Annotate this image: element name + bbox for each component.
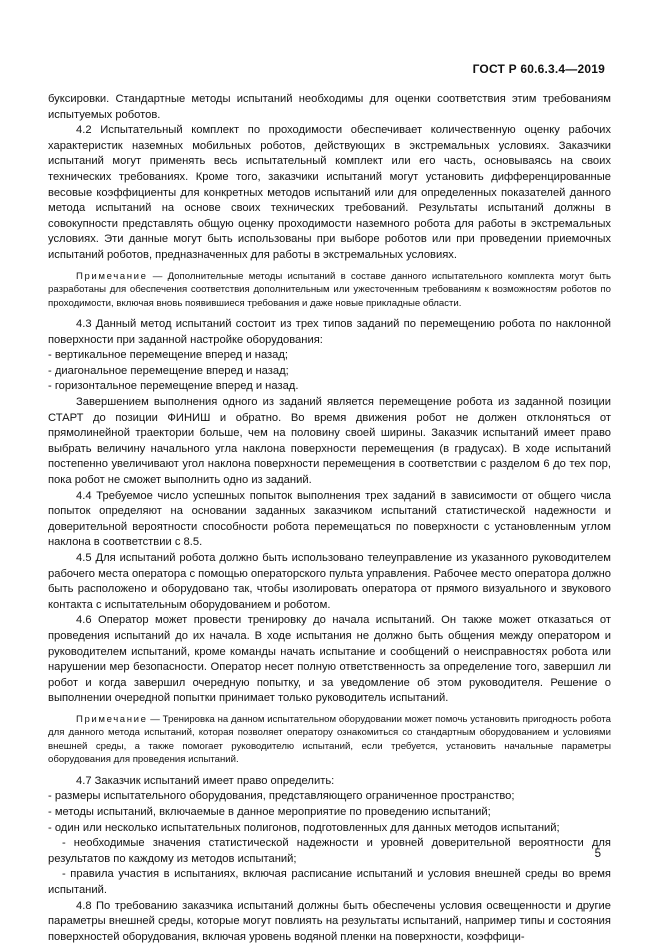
document-body <box>48 92 611 945</box>
note-2-text: — Тренировка на данном испытательном оборудовании может помочь установить пригодность робота для данного метода испытаний, которая позволяет оператору ознакомиться со стандартным оборудованием и условиями внешней среды, а также помогает руководителю испытаний, если требуется, установить начальные параметры оборудования для проведения испытаний. <box>48 713 611 766</box>
list-item: - один или несколько испытательных полигонов, подготовленных для данных методов испытаний; <box>48 821 560 834</box>
note-1 <box>48 270 611 311</box>
list-item: - диагональное перемещение вперед и назад; <box>48 364 289 377</box>
list-item: - горизонтальное перемещение вперед и назад. <box>48 380 299 393</box>
paragraph-intro: буксировки. Стандартные методы испытаний необходимы для оценки соответствия этим требованиям испытуемых роботов. <box>48 93 611 121</box>
note-1-text: — Дополнительные методы испытаний в составе данного испытательного комплекта могут быть разработаны для обеспечения соответствия дополнительным или ужесточенным требованиям к возможностям роботов по проходимости, включая вновь появившиеся требования и даже новые прикладные области. <box>48 270 611 309</box>
paragraph-4-5: 4.5 Для испытаний робота должно быть использовано телеуправление из указанного руководителем рабочего места оператора с помощью операторского пульта управления. Рабочее место оператора должно быть расположено и оборудовано так, чтобы изолировать оператора от прямого визуального и звукового контакта с испытательным оборудованием и роботом. <box>48 551 611 611</box>
note-2-label: Примечание <box>76 713 148 725</box>
document-code-header: ГОСТ Р 60.6.3.4—2019 <box>472 62 605 76</box>
list-item: - методы испытаний, включаемые в данное мероприятие по проведению испытаний; <box>48 806 491 819</box>
list-item: - необходимые значения статистической надежности и уровней доверительной вероятности для результатов по каждому из методов испытаний; <box>48 837 611 865</box>
paragraph-4-3: 4.3 Данный метод испытаний состоит из трех типов заданий по перемещению робота по наклонной поверхности при заданной настройке оборудования: <box>48 318 611 346</box>
paragraph-4-8: 4.8 По требованию заказчика испытаний должны быть обеспечены условия освещенности и другие параметры внешней среды, которые могут повлиять на результаты испытаний, например типы и состояния поверхностей оборудования, включая уровень водяной пленки на поверхности, коэффици- <box>48 899 611 943</box>
page-number: 5 <box>594 848 601 860</box>
paragraph-4-2: 4.2 Испытательный комплект по проходимости обеспечивает количественную оценку рабочих характеристик наземных мобильных роботов, действующих в экстремальных условиях. Заказчики испытаний могут применять весь испытательный комплект или его часть, основываясь на своих технических требованиях. Кроме того, заказчики испытаний могут установить дифференцированные весовые коэффициенты для конкретных методов испытаний или для определенных показателей данного метода испытаний на основе своих технических требований. Результаты испытаний должны в совокупности представлять общую оценку проходимости наземного робота для работы в экстремальных условиях. Эти данные могут быть использованы при выборе роботов или при проведении приемочных испытаний роботов, предназначенных для работы в экстремальных условиях. <box>48 124 611 261</box>
list-item: - размеры испытательного оборудования, представляющего ограниченное пространство; <box>48 790 515 803</box>
paragraph-4-6: 4.6 Оператор может провести тренировку до начала испытаний. Он также может отказаться от проведения испытаний до их начала. В ходе испытания не должно быть общения между оператором и руководителем испытаний, кроме команды начать испытание и сообщений о неисправностях робота или нарушении мер безопасности. Оператор несет полную ответственность за определение того, завершил ли робот и когда завершил очередную попытку, и за уведомление об этом руководителя. Решение о выполнении очередной попытки принимает только руководитель испытаний. <box>48 614 611 705</box>
note-2 <box>48 713 611 767</box>
paragraph-4-7: 4.7 Заказчик испытаний имеет право определить: <box>76 774 335 787</box>
list-item: - вертикальное перемещение вперед и назад; <box>48 349 289 362</box>
paragraph-4-4: 4.4 Требуемое число успешных попыток выполнения трех заданий в зависимости от общего числа попыток определяют на основании заданных заказчиком испытаний статистической надежности и доверительной вероятности способности робота перемещаться по поверхности с установленным углом наклона в соответствии с 8.5. <box>48 489 611 549</box>
note-1-label: Примечание <box>76 270 148 282</box>
paragraph-4-3-continued: Завершением выполнения одного из заданий является перемещение робота из заданной позиции СТАРТ до позиции ФИНИШ и обратно. Во время движения робот не должен отклоняться от прямолинейной траектории больше, чем на половину своей ширины. Заказчик испытаний имеет право выбрать величину начального угла наклона поверхности перемещения (в градусах). В ходе испытаний постепенно увеличивают угол наклона поверхности перемещения в соответствии с разделом 6 до тех пор, пока робот не сможет выполнить одно из заданий. <box>48 396 611 486</box>
list-item: - правила участия в испытаниях, включая расписание испытаний и условия внешней среды во время испытаний. <box>48 868 611 897</box>
